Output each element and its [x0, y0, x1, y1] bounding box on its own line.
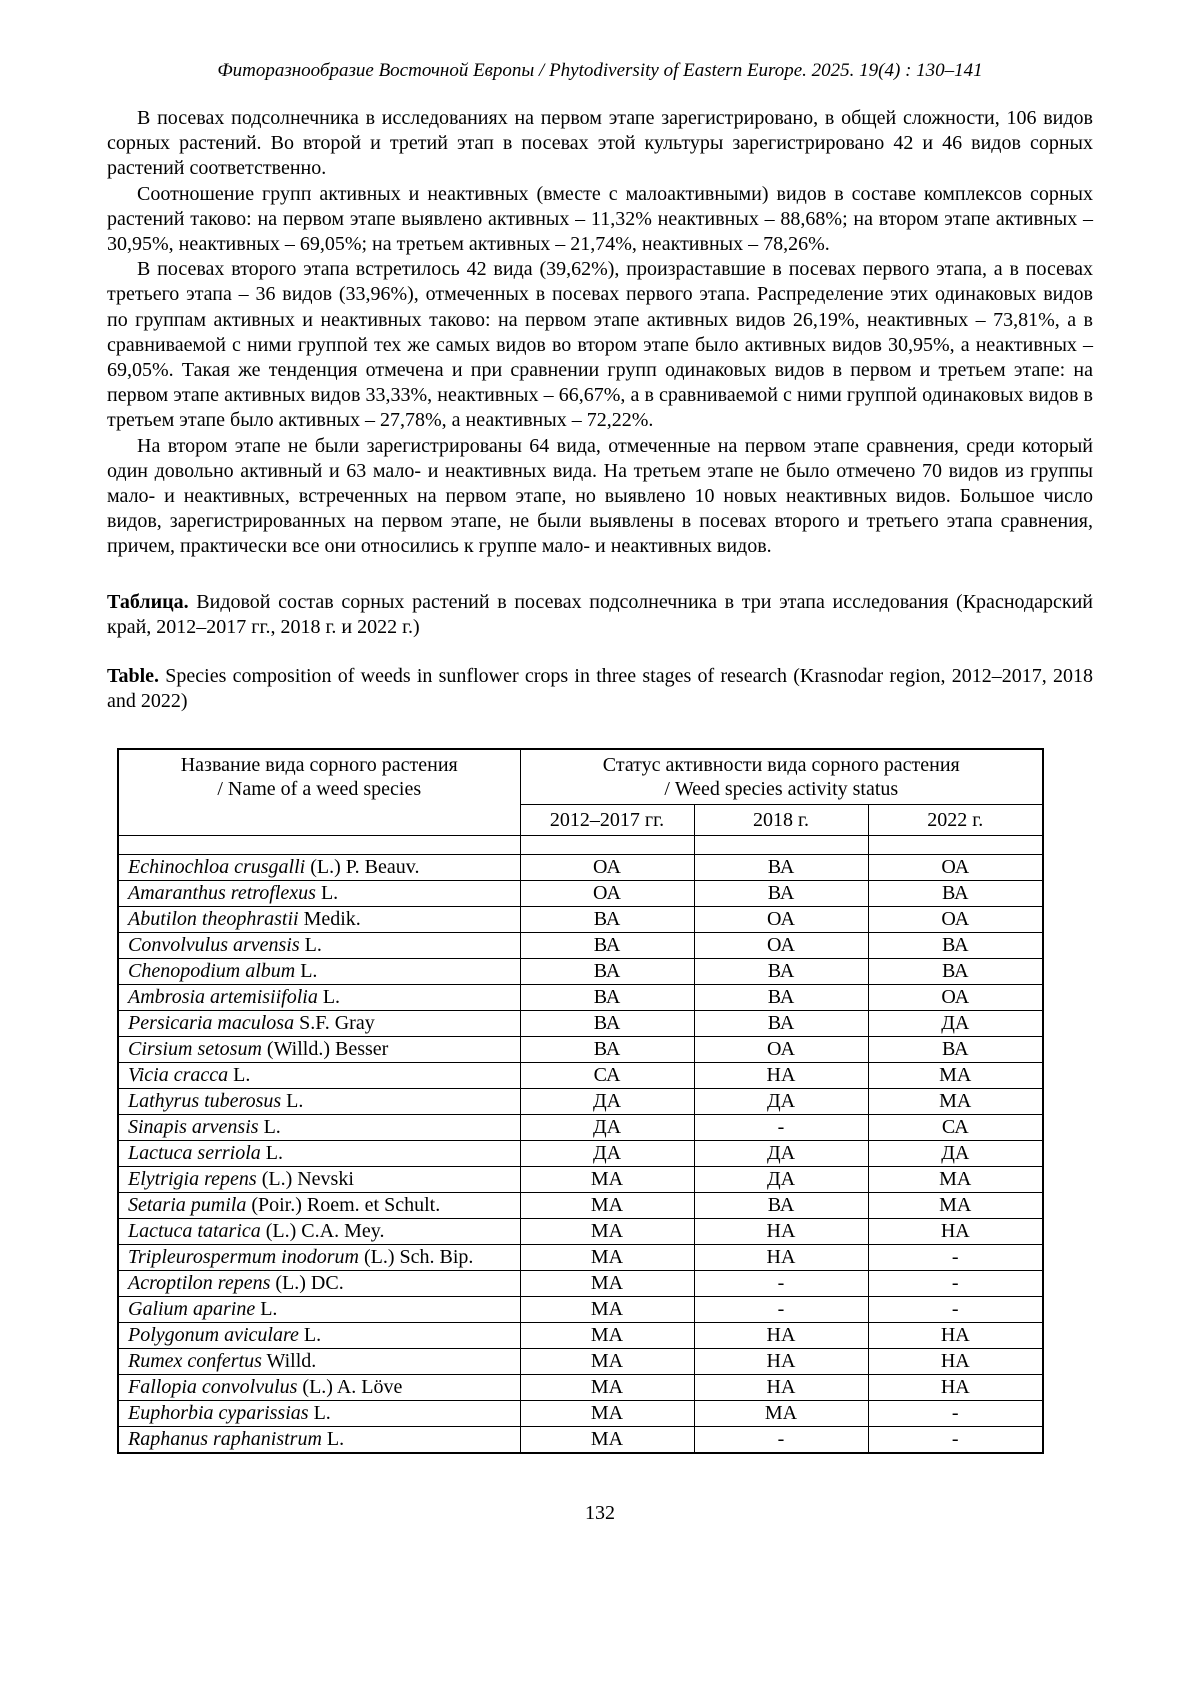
status-cell: МА — [520, 1427, 694, 1454]
species-latin-name: Tripleurospermum inodorum — [128, 1246, 359, 1269]
col-header-species-line1: Название вида сорного растения — [180, 754, 458, 777]
status-cell: ВА — [520, 959, 694, 985]
species-latin-name: Chenopodium album — [128, 960, 296, 983]
table-caption-ru — [107, 590, 1093, 640]
table-row — [118, 1115, 1043, 1141]
status-cell: НА — [694, 1063, 868, 1089]
status-cell: ВА — [868, 1037, 1043, 1063]
paragraph-2: Соотношение групп активных и неактивных (вместе с малоактивными) видов в составе комплексов сорных растений таково: на первом этапе выявлено активных – 11,32% неактивных – 88,68%; на втором этапе активных – 30,95%, неактивных – 69,05%; на третьем активных – 21,74%, неактивных – 78,26%. — [107, 182, 1093, 256]
species-name-cell: Tripleurospermum inodorum (L.) Sch. Bip. — [118, 1245, 520, 1271]
paragraph-4: На втором этапе не были зарегистрированы 64 вида, отмеченные на первом этапе сравнения, среди который один довольно активный и 63 мало- и неактивных вида. На третьем этапе не было отмечено 70 видов из группы мало- и неактивных, встреченных на первом этапе, но выявлено 10 новых неактивных видов. Большое число видов, зарегистрированных на первом этапе, не были выявлены в посевах второго и третьего этапа сравнения, причем, практически все они относились к группе мало- и неактивных видов. — [107, 434, 1093, 558]
status-cell: ВА — [520, 933, 694, 959]
status-cell: ДА — [868, 1011, 1043, 1037]
species-latin-name: Raphanus raphanistrum — [128, 1428, 322, 1451]
species-latin-name: Lactuca tatarica — [128, 1220, 261, 1243]
species-name-cell: Euphorbia cyparissias L. — [118, 1401, 520, 1427]
status-cell: НА — [868, 1219, 1043, 1245]
status-cell: НА — [868, 1323, 1043, 1349]
status-cell: ВА — [520, 1011, 694, 1037]
status-cell: - — [694, 1271, 868, 1297]
status-cell: МА — [520, 1401, 694, 1427]
status-cell: МА — [868, 1063, 1043, 1089]
status-cell: ВА — [694, 985, 868, 1011]
table-row — [118, 1245, 1043, 1271]
table-row — [118, 1323, 1043, 1349]
status-cell: МА — [520, 1219, 694, 1245]
species-name-cell: Vicia cracca L. — [118, 1063, 520, 1089]
col-header-year-3: 2022 г. — [868, 805, 1043, 836]
species-latin-name: Acroptilon repens — [128, 1272, 271, 1295]
status-cell: - — [868, 1427, 1043, 1454]
species-name-cell: Chenopodium album L. — [118, 959, 520, 985]
species-name-cell: Galium aparine L. — [118, 1297, 520, 1323]
paragraph-3: В посевах второго этапа встретилось 42 вида (39,62%), произраставшие в посевах первого этапа, а в посевах третьего этапа – 36 видов (33,96%), отмеченных в посевах первого этапа. Распределение этих одинаковых видов по группам активных и неактивных таково: на первом этапе активных видов 26,19%, неактивных – 73,81%, а в сравниваемой с ними группой тех же самых видов во втором этапе было активных видов 30,95%, а неактивных – 69,05%. Такая же тенденция отмечена и при сравнении групп одинаковых видов в первом и третьем этапе: на первом этапе активных видов 33,33%, неактивных – 66,67%, а в сравниваемой с ними группой одинаковых видов в третьем этапе было активных – 27,78%, а неактивных – 72,22%. — [107, 258, 1093, 432]
col-header-year-1: 2012–2017 гг. — [520, 805, 694, 836]
table-row — [118, 1063, 1043, 1089]
page-number: 132 — [585, 1502, 615, 1525]
table-row — [118, 1271, 1043, 1297]
table-row — [118, 1167, 1043, 1193]
table-caption-en-label: Table. — [107, 665, 160, 688]
table-caption-en — [107, 664, 1093, 714]
species-name-cell: Lathyrus tuberosus L. — [118, 1089, 520, 1115]
species-latin-name: Polygonum aviculare — [128, 1324, 299, 1347]
species-name-cell: Convolvulus arvensis L. — [118, 933, 520, 959]
status-cell: МА — [520, 1375, 694, 1401]
col-header-status-line2: / Weed species activity status — [664, 778, 899, 801]
status-cell: ДА — [520, 1141, 694, 1167]
species-latin-name: Ambrosia artemisiifolia — [128, 986, 318, 1009]
status-cell: НА — [868, 1349, 1043, 1375]
table-row — [118, 1089, 1043, 1115]
status-cell: ОА — [694, 1037, 868, 1063]
species-name-cell: Setaria pumila (Poir.) Roem. et Schult. — [118, 1193, 520, 1219]
status-cell: НА — [694, 1219, 868, 1245]
status-cell: ДА — [520, 1089, 694, 1115]
table-row — [118, 985, 1043, 1011]
species-name-cell: Ambrosia artemisiifolia L. — [118, 985, 520, 1011]
species-latin-name: Galium aparine — [128, 1298, 256, 1321]
status-cell: - — [694, 1427, 868, 1454]
status-cell: МА — [694, 1401, 868, 1427]
species-name-cell: Elytrigia repens (L.) Nevski — [118, 1167, 520, 1193]
status-cell: МА — [520, 1297, 694, 1323]
status-cell: ОА — [520, 855, 694, 881]
species-name-cell: Abutilon theophrastii Medik. — [118, 907, 520, 933]
status-cell: МА — [868, 1193, 1043, 1219]
status-cell: ВА — [868, 881, 1043, 907]
status-cell: МА — [520, 1271, 694, 1297]
status-cell: - — [868, 1271, 1043, 1297]
species-latin-name: Convolvulus arvensis — [128, 934, 300, 957]
spacer-cell — [694, 836, 868, 855]
species-table-body — [118, 836, 1043, 1454]
table-row — [118, 1349, 1043, 1375]
status-cell: МА — [520, 1323, 694, 1349]
status-cell: МА — [520, 1193, 694, 1219]
status-cell: - — [868, 1401, 1043, 1427]
species-name-cell: Lactuca serriola L. — [118, 1141, 520, 1167]
species-latin-name: Sinapis arvensis — [128, 1116, 259, 1139]
status-cell: ОА — [520, 881, 694, 907]
status-cell: ДА — [694, 1167, 868, 1193]
status-cell: НА — [694, 1245, 868, 1271]
table-row — [118, 1401, 1043, 1427]
table-row — [118, 959, 1043, 985]
table-caption-ru-text: Видовой состав сорных растений в посевах подсолнечника в три этапа исследования (Краснодарский край, 2012–2017 гг., 2018 г. и 2022 г.) — [107, 590, 1093, 638]
table-spacer-row — [118, 836, 1043, 855]
status-cell: СА — [868, 1115, 1043, 1141]
status-cell: СА — [520, 1063, 694, 1089]
status-cell: НА — [694, 1349, 868, 1375]
species-latin-name: Vicia cracca — [128, 1064, 229, 1087]
species-latin-name: Echinochloa crusgalli — [128, 856, 306, 879]
status-cell: - — [694, 1115, 868, 1141]
status-cell: ДА — [694, 1141, 868, 1167]
species-name-cell: Sinapis arvensis L. — [118, 1115, 520, 1141]
species-name-cell: Polygonum aviculare L. — [118, 1323, 520, 1349]
species-name-cell: Amaranthus retroflexus L. — [118, 881, 520, 907]
table-row — [118, 1219, 1043, 1245]
status-cell: ОА — [694, 907, 868, 933]
species-latin-name: Rumex confertus — [128, 1350, 262, 1373]
table-row — [118, 1193, 1043, 1219]
status-cell: ДА — [520, 1115, 694, 1141]
species-name-cell: Lactuca tatarica (L.) C.A. Mey. — [118, 1219, 520, 1245]
status-cell: ДА — [694, 1089, 868, 1115]
col-header-species — [118, 749, 520, 836]
species-latin-name: Lactuca serriola — [128, 1142, 261, 1165]
status-cell: ВА — [694, 881, 868, 907]
col-header-species-line2: / Name of a weed species — [217, 778, 422, 801]
status-cell: ВА — [694, 1011, 868, 1037]
status-cell: ВА — [520, 907, 694, 933]
status-cell: МА — [520, 1167, 694, 1193]
status-cell: ВА — [520, 1037, 694, 1063]
table-row — [118, 855, 1043, 881]
species-name-cell: Acroptilon repens (L.) DC. — [118, 1271, 520, 1297]
table-row — [118, 1037, 1043, 1063]
status-cell: ДА — [868, 1141, 1043, 1167]
table-row — [118, 933, 1043, 959]
table-row — [118, 881, 1043, 907]
status-cell: МА — [520, 1245, 694, 1271]
col-header-year-2: 2018 г. — [694, 805, 868, 836]
table-row — [118, 1011, 1043, 1037]
species-name-cell: Rumex confertus Willd. — [118, 1349, 520, 1375]
status-cell: ВА — [520, 985, 694, 1011]
status-cell: ВА — [868, 959, 1043, 985]
status-cell: - — [868, 1245, 1043, 1271]
species-table-header — [118, 749, 1043, 836]
species-latin-name: Elytrigia repens — [128, 1168, 257, 1191]
status-cell: ОА — [868, 985, 1043, 1011]
species-name-cell: Cirsium setosum (Willd.) Besser — [118, 1037, 520, 1063]
col-header-status — [520, 749, 1043, 805]
species-latin-name: Setaria pumila — [128, 1194, 247, 1217]
species-name-cell: Fallopia convolvulus (L.) A. Löve — [118, 1375, 520, 1401]
table-caption-ru-label: Таблица. — [107, 590, 189, 613]
table-row — [118, 1375, 1043, 1401]
article-body — [107, 106, 1093, 560]
table-caption-en-text: Species composition of weeds in sunflower crops in three stages of research (Krasnodar region, 2012–2017, 2018 and 2022) — [107, 665, 1093, 713]
status-cell: ВА — [694, 959, 868, 985]
header-row-titles — [118, 749, 1043, 805]
species-table — [117, 748, 1044, 1454]
status-cell: НА — [694, 1375, 868, 1401]
status-cell: НА — [694, 1323, 868, 1349]
spacer-cell — [520, 836, 694, 855]
table-row — [118, 1427, 1043, 1454]
running-head: Фиторазнообразие Восточной Европы / Phytodiversity of Eastern Europe. 2025. 19(4) : 130–141 — [217, 60, 983, 81]
col-header-status-line1: Статус активности вида сорного растения — [602, 754, 960, 777]
status-cell: ВА — [694, 1193, 868, 1219]
species-latin-name: Cirsium setosum — [128, 1038, 262, 1061]
status-cell: МА — [868, 1167, 1043, 1193]
status-cell: - — [694, 1297, 868, 1323]
species-latin-name: Fallopia convolvulus — [128, 1376, 298, 1399]
status-cell: МА — [520, 1349, 694, 1375]
species-name-cell: Echinochloa crusgalli (L.) P. Beauv. — [118, 855, 520, 881]
table-row — [118, 907, 1043, 933]
species-latin-name: Lathyrus tuberosus — [128, 1090, 282, 1113]
status-cell: - — [868, 1297, 1043, 1323]
spacer-cell — [118, 836, 520, 855]
species-latin-name: Amaranthus retroflexus — [128, 882, 316, 905]
species-name-cell: Raphanus raphanistrum L. — [118, 1427, 520, 1454]
species-latin-name: Abutilon theophrastii — [128, 908, 299, 931]
status-cell: ОА — [868, 907, 1043, 933]
status-cell: МА — [868, 1089, 1043, 1115]
species-latin-name: Euphorbia cyparissias — [128, 1402, 309, 1425]
species-name-cell: Persicaria maculosa S.F. Gray — [118, 1011, 520, 1037]
status-cell: ВА — [868, 933, 1043, 959]
status-cell: ВА — [694, 855, 868, 881]
species-latin-name: Persicaria maculosa — [128, 1012, 295, 1035]
status-cell: НА — [868, 1375, 1043, 1401]
paragraph-1: В посевах подсолнечника в исследованиях на первом этапе зарегистрировано, в общей сложности, 106 видов сорных растений. Во второй и третий этап в посевах этой культуры зарегистрировано 42 и 46 видов сорных растений соответственно. — [107, 107, 1093, 180]
status-cell: ОА — [868, 855, 1043, 881]
status-cell: ОА — [694, 933, 868, 959]
spacer-cell — [868, 836, 1043, 855]
table-row — [118, 1141, 1043, 1167]
table-row — [118, 1297, 1043, 1323]
